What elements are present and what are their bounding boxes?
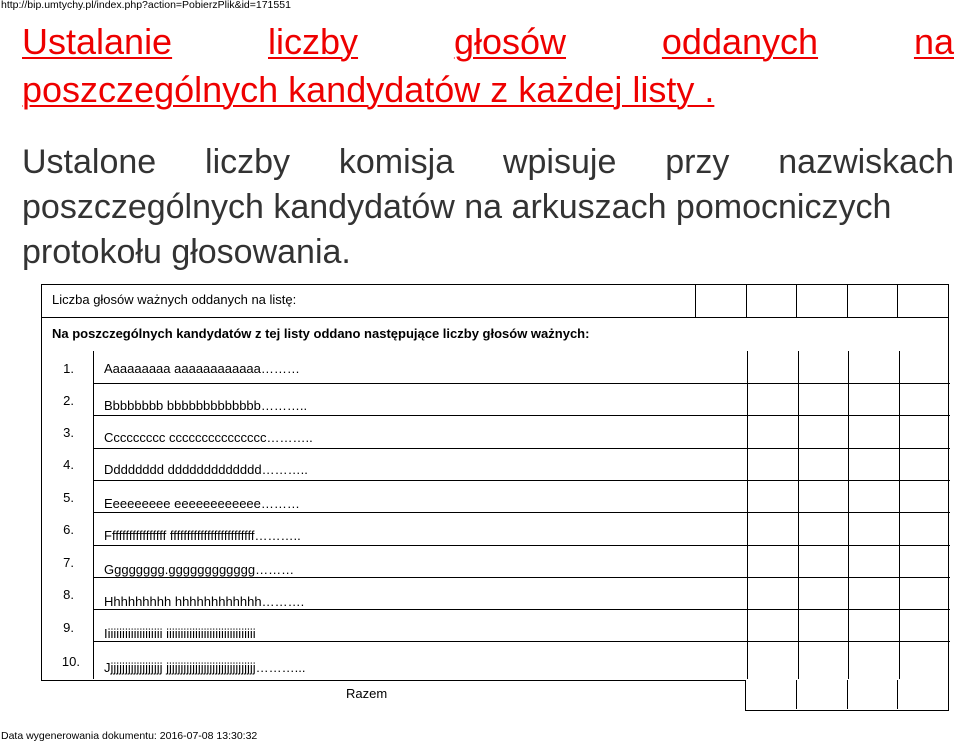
candidate-name: Eeeeeeeee eeeeeeeeeeee……… (104, 496, 300, 511)
list-votes-row (41, 284, 949, 318)
candidate-name: Aaaaaaaaa aaaaaaaaaaaa……… (104, 361, 300, 376)
candidates-header-row (41, 317, 949, 352)
row-divider (93, 512, 950, 513)
row-divider (93, 577, 950, 578)
heading-word: na (913, 21, 954, 62)
row-divider (93, 448, 950, 449)
digit-cell[interactable] (796, 285, 847, 317)
paragraph-word: Ustalone (22, 143, 157, 181)
heading-word: liczby (268, 21, 359, 62)
paragraph-word: wpisuje (502, 143, 617, 181)
generation-date: Data wygenerowania dokumentu: 2016-07-08 13:30:32 (1, 730, 258, 742)
digit-column-divider (897, 680, 898, 709)
heading-line-2: poszczególnych kandydatów z każdej listy . (22, 69, 715, 110)
paragraph-word: przy (665, 143, 730, 181)
paragraph-line-2: poszczególnych kandydatów na arkuszach pomocniczych (22, 188, 892, 226)
source-url: http://bip.umtychy.pl/index.php?action=PobierzPlik&id=171551 (1, 0, 291, 11)
candidate-number: 2. (63, 393, 74, 408)
digit-cell[interactable] (897, 285, 948, 317)
digit-cell[interactable] (695, 285, 746, 317)
total-label: Razem (346, 686, 388, 701)
row-divider (93, 609, 950, 610)
candidate-number: 5. (63, 490, 74, 505)
digit-column-divider (848, 351, 849, 679)
candidate-number: 4. (63, 457, 74, 472)
row-divider (93, 383, 950, 384)
digit-column-divider (899, 351, 900, 679)
digit-column-divider (798, 351, 799, 679)
heading-line-1 (22, 19, 954, 65)
paragraph-line-1 (22, 139, 954, 185)
paragraph-word: nazwiskach (778, 143, 954, 181)
paragraph-line-3: protokołu głosowania. (22, 233, 351, 271)
row-divider (93, 415, 950, 416)
heading-word: oddanych (661, 21, 819, 62)
candidate-name: Jjjjjjjjjjjjjjjjjjj jjjjjjjjjjjjjjjjjjjjjjjjjjjjjjj………... (104, 660, 306, 675)
candidate-name: Ccccccccc ccccccccccccccc……….. (104, 430, 313, 445)
row-divider (93, 641, 950, 642)
heading-word: Ustalanie (22, 21, 173, 62)
paragraph-word: komisja (338, 143, 455, 181)
candidate-name: Dddddddd ddddddddddddd……….. (104, 462, 308, 477)
candidate-number: 10. (61, 654, 80, 669)
number-column-divider (93, 351, 94, 679)
candidate-name: Bbbbbbbb bbbbbbbbbbbbb……….. (104, 398, 308, 413)
candidates-header: Na poszczególnych kandydatów z tej listy oddano następujące liczby głosów ważnych: (52, 326, 590, 341)
candidate-name: Fffffffffffffffff fffffffffffffffffffffffff……….. (104, 528, 301, 543)
candidate-name: Iiiiiiiiiiiiiiiiiiii iiiiiiiiiiiiiiiiiiiiiiiiiiiiiii (104, 626, 256, 641)
candidate-number: 3. (63, 425, 74, 440)
candidate-name: Gggggggg.gggggggggggg……… (104, 562, 295, 577)
heading-word: głosów (453, 21, 566, 62)
row-divider (93, 545, 950, 546)
candidate-name: Hhhhhhhhh hhhhhhhhhhhh………. (104, 594, 305, 609)
total-row-cells (745, 680, 949, 711)
candidate-number: 9. (63, 620, 74, 635)
digit-cell[interactable] (847, 285, 898, 317)
candidate-number: 8. (63, 587, 74, 602)
list-votes-digit-cells (695, 285, 948, 317)
digit-column-divider (796, 680, 797, 709)
digit-column-divider (847, 680, 848, 709)
row-divider (93, 480, 950, 481)
digit-cell[interactable] (746, 285, 797, 317)
candidate-number: 7. (63, 555, 74, 570)
digit-column-divider (747, 351, 748, 679)
paragraph-word: liczby (205, 143, 291, 181)
list-votes-label: Liczba głosów ważnych oddanych na listę: (52, 292, 297, 307)
candidate-number: 1. (63, 361, 74, 376)
candidate-number: 6. (63, 522, 74, 537)
